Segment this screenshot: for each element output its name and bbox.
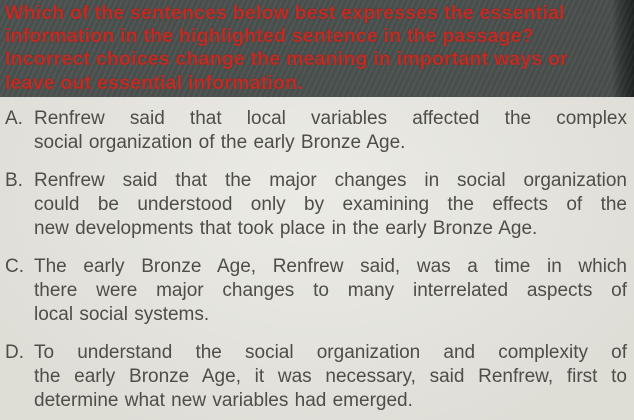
option-text-line: new developments that took place in the early Bronze Age.	[34, 218, 538, 239]
option-text-line: social organization of the early Bronze Age.	[34, 132, 406, 153]
question-prompt-banner	[0, 0, 634, 97]
option-text-line: could be understood only by examining the effects of the	[34, 194, 627, 215]
prompt-line: Which of the sentences below best expresses the essential	[5, 2, 565, 24]
prompt-line: information in the highlighted sentence in the passage?	[5, 25, 534, 48]
answer-option-a[interactable]	[5, 107, 627, 155]
option-letter: C.	[5, 256, 24, 277]
option-text-line: local social systems.	[34, 304, 210, 325]
option-letter: A.	[5, 108, 23, 129]
answer-options	[0, 97, 634, 413]
answer-option-b[interactable]	[5, 169, 627, 241]
option-letter: D.	[5, 342, 24, 363]
option-text	[34, 341, 627, 413]
answer-option-c[interactable]	[5, 255, 627, 327]
option-text-line: Renfrew said that local variables affected the complex	[34, 108, 627, 129]
option-letter: B.	[5, 170, 23, 191]
option-text	[34, 107, 627, 155]
option-text-line: Renfrew said that the major changes in social organization	[34, 170, 627, 191]
prompt-line: Incorrect choices change the meaning in important ways or	[5, 48, 568, 71]
option-text-line: the early Bronze Age, it was necessary, said Renfrew, first to	[34, 366, 627, 387]
answer-option-d[interactable]	[5, 341, 627, 413]
option-text-line: To understand the social organization and complexity of	[34, 342, 627, 363]
option-text-line: determine what new variables had emerged.	[34, 390, 413, 411]
option-text-line: there were major changes to many interrelated aspects of	[34, 280, 627, 301]
prompt-line: leave out essential information.	[5, 71, 303, 94]
option-text	[34, 255, 627, 327]
option-text-line: The early Bronze Age, Renfrew said, was a time in which	[34, 256, 627, 277]
option-text	[34, 169, 627, 241]
